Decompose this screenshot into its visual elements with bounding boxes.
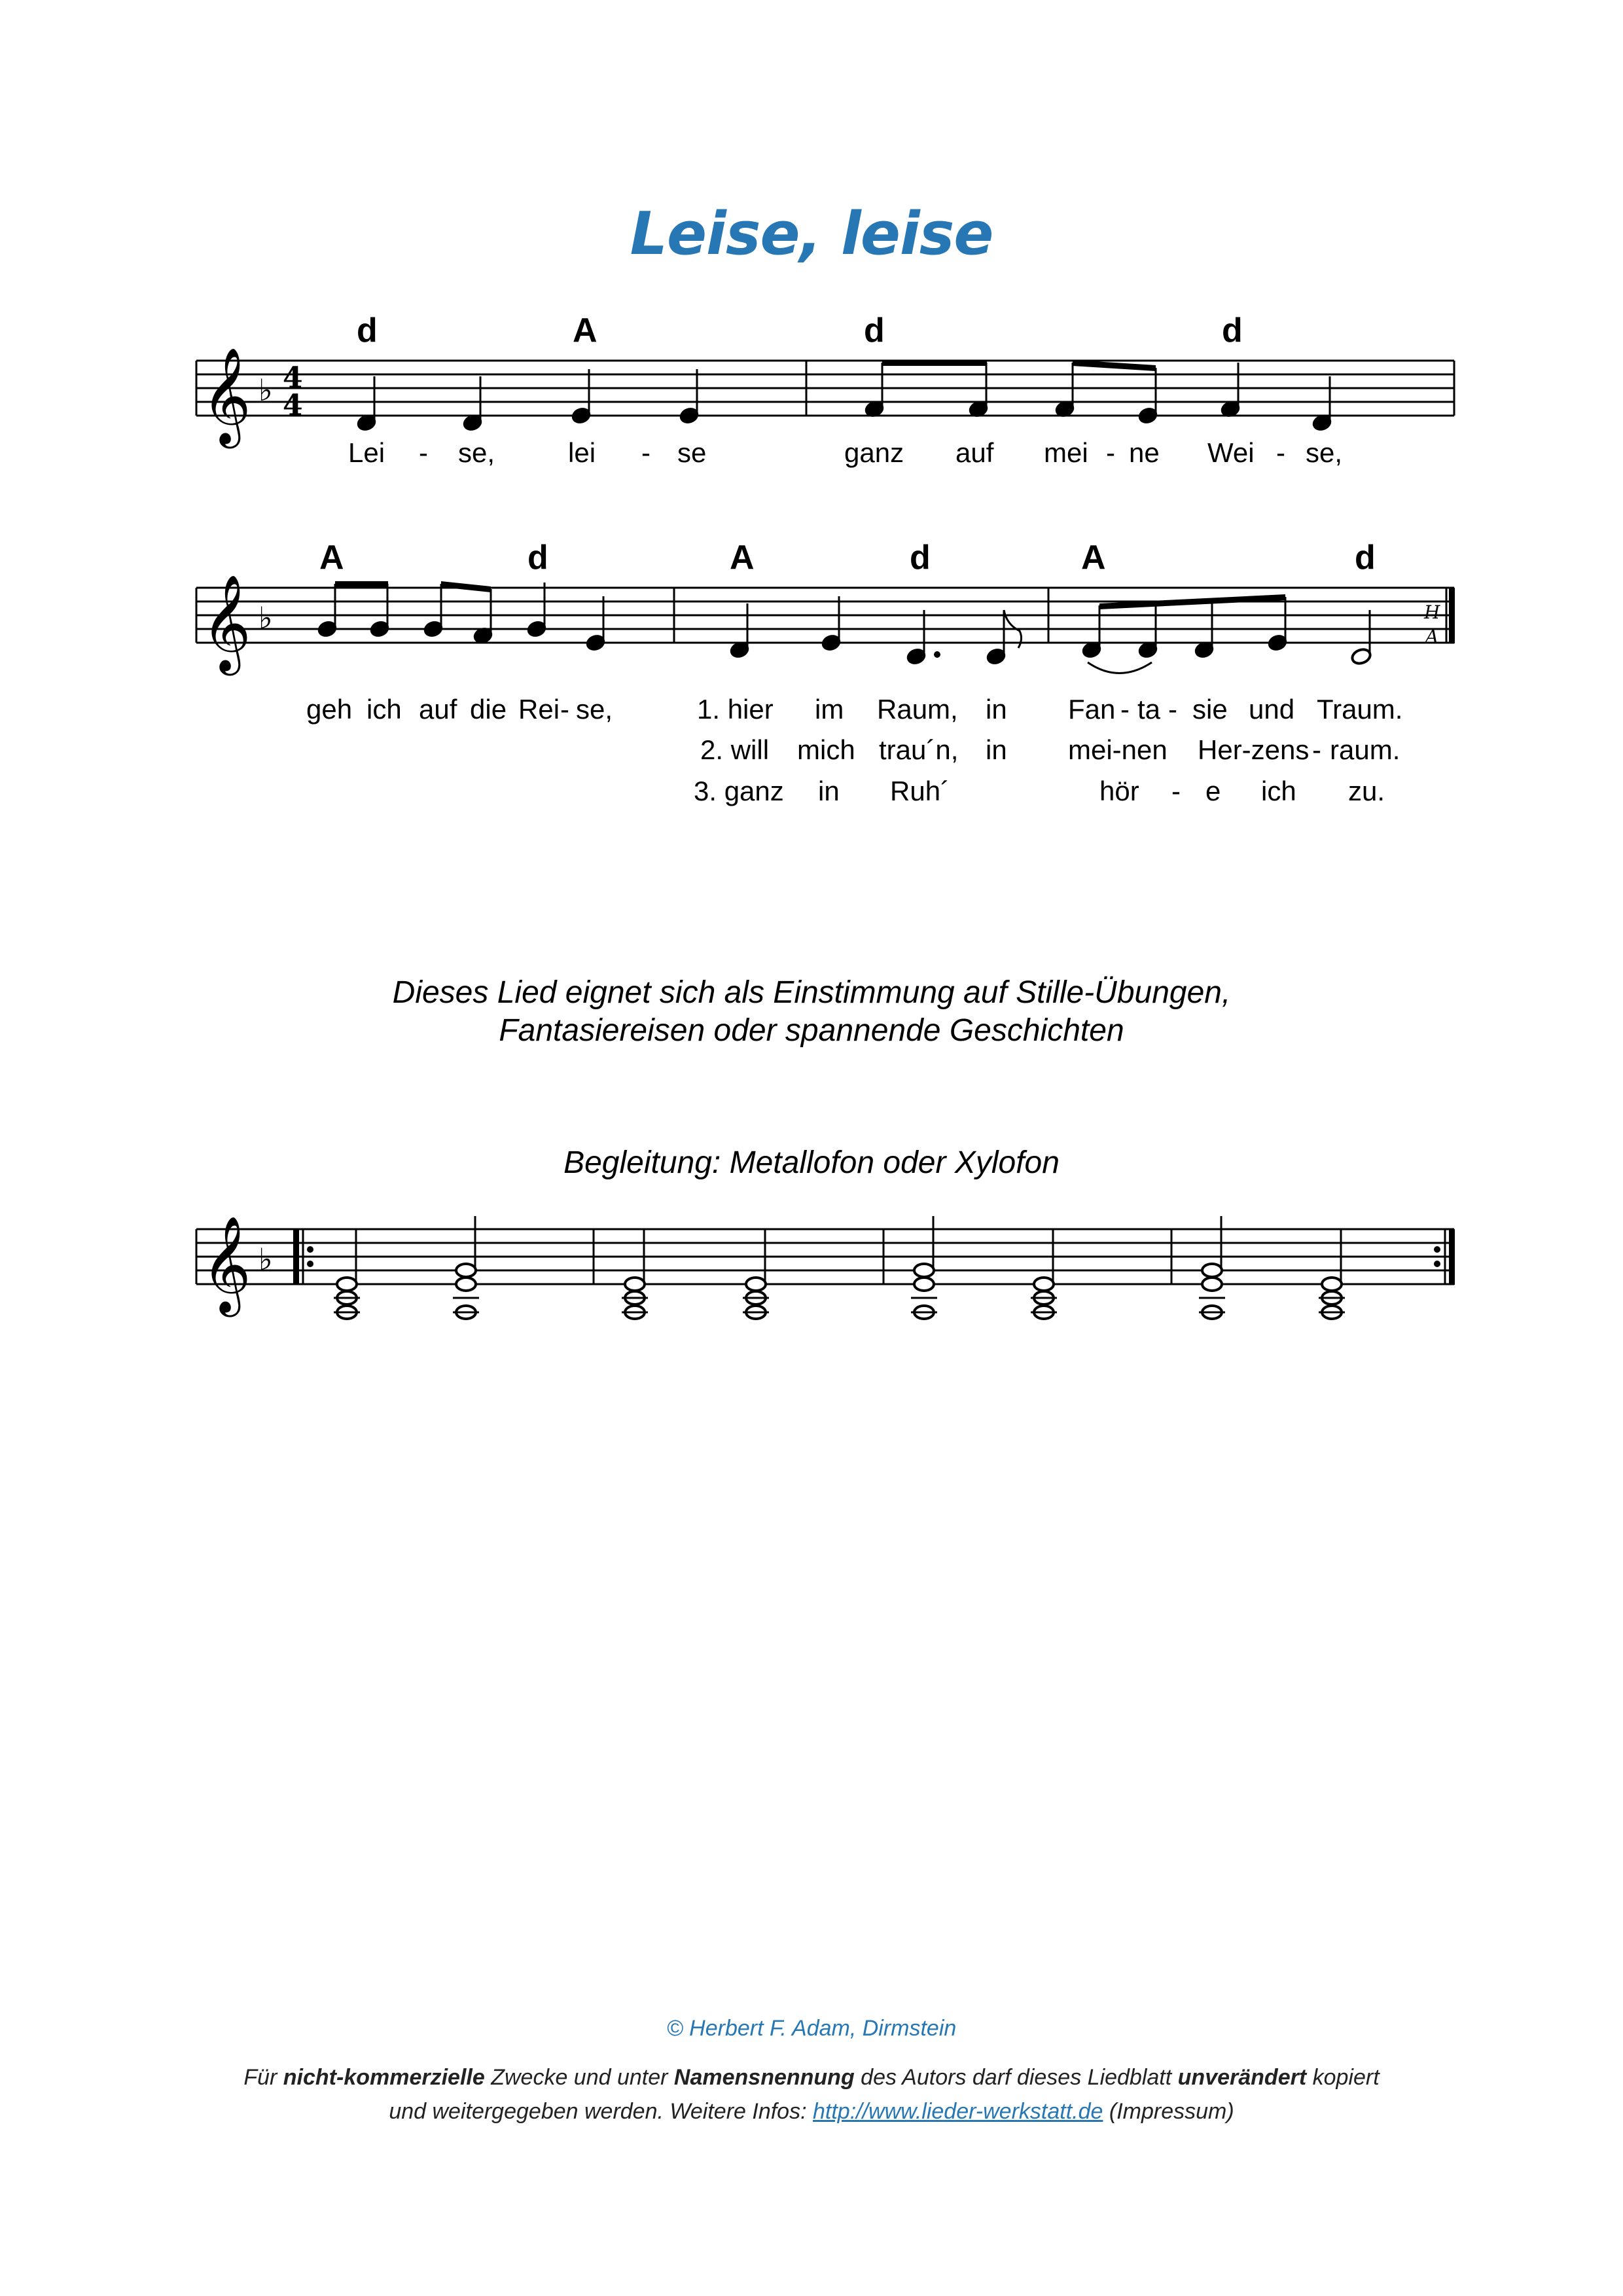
lyric: Her-zens (1198, 734, 1310, 765)
lyric: Raum, (877, 694, 958, 725)
chord-stack (1199, 1216, 1225, 1319)
lyric: mei-nen (1068, 734, 1168, 765)
lyric: zu. (1348, 776, 1385, 806)
lyric: in (986, 734, 1007, 765)
website-link[interactable]: http://www.lieder-werkstatt.de (812, 2099, 1103, 2124)
chord-stack (453, 1216, 479, 1319)
repeat-marker-h: H (1424, 601, 1440, 623)
chord-symbol: d (1222, 312, 1243, 350)
lyric: - (419, 437, 428, 468)
lyric: e (1205, 776, 1221, 806)
lyric: in (986, 694, 1007, 725)
lyric: und (1249, 694, 1295, 725)
lyric: - (1171, 776, 1181, 806)
lyric: ganz (844, 437, 904, 468)
chord-symbol: d (864, 312, 885, 350)
lyric: mei (1044, 437, 1088, 468)
flat-icon: ♭ (259, 1242, 273, 1277)
repeat-marker-a: A (1425, 626, 1439, 647)
chord-symbol: d (910, 539, 931, 577)
chord-symbol: A (573, 312, 597, 350)
treble-clef-icon: 𝄞 (202, 1215, 251, 1313)
chord-symbol: A (730, 539, 755, 577)
lyric: sie (1192, 694, 1228, 725)
lyric: in (818, 776, 840, 806)
lyric: raum. (1330, 734, 1400, 765)
description-line: Fantasiereisen oder spannende Geschichten (499, 1013, 1124, 1048)
lyric: - (1120, 694, 1130, 725)
lyric: trau´n, (879, 734, 959, 765)
page-title: Leise, leise (630, 200, 993, 268)
chord-symbol: A (319, 539, 344, 577)
description-text (0, 974, 1623, 1050)
lyric: auf (955, 437, 994, 468)
flat-icon: ♭ (259, 372, 273, 408)
lyric: - (641, 437, 651, 468)
lyric: se, (576, 694, 613, 725)
lyric: auf (419, 694, 457, 725)
lyric: ta (1137, 694, 1161, 725)
lyric: Rei (518, 694, 560, 725)
lyric: Fan (1068, 694, 1116, 725)
lyric: die (470, 694, 507, 725)
license-part: des Autors darf dieses Liedblatt (854, 2065, 1178, 2090)
treble-clef-icon: 𝄞 (202, 347, 251, 444)
lyric: - (1276, 437, 1285, 468)
chord-symbol: d (357, 312, 378, 350)
flat-icon: ♭ (259, 600, 273, 636)
chord-symbol: d (527, 539, 548, 577)
description-line: Dieses Lied eignet sich als Einstimmung auf Stille-Übungen, (392, 975, 1231, 1010)
lyric: se, (1306, 437, 1343, 468)
license-emphasis: Namensnennung (673, 2065, 855, 2090)
chord-symbol: A (1081, 539, 1106, 577)
lyric: Lei (348, 437, 385, 468)
license-part: kopiert (1306, 2065, 1380, 2090)
lyric: im (815, 694, 844, 725)
lyric: ich (1261, 776, 1296, 806)
treble-clef-icon: 𝄞 (202, 574, 251, 672)
lyric: se, (458, 437, 495, 468)
copyright-notice: © Herbert F. Adam, Dirmstein (666, 2016, 957, 2041)
license-text (0, 2060, 1623, 2128)
time-signature-bottom: 4 (283, 389, 303, 422)
lyric: - (1312, 734, 1321, 765)
lyric: 1. hier (697, 694, 774, 725)
lyric: - (1168, 694, 1177, 725)
lyric: 2. will (700, 734, 770, 765)
license-part: Für (243, 2065, 283, 2090)
lyric: Ruh´ (890, 776, 950, 806)
lyric: Traum. (1317, 694, 1403, 725)
chord-stack (911, 1216, 937, 1319)
license-emphasis: unverändert (1177, 2065, 1307, 2090)
lyric: - (1106, 437, 1115, 468)
lyric: ne (1129, 437, 1160, 468)
lyric: lei (568, 437, 596, 468)
chord-symbol: d (1355, 539, 1376, 577)
lyric: - (560, 694, 569, 725)
lyric: 3. ganz (694, 776, 784, 806)
lyric: se (677, 437, 707, 468)
license-part: (Impressum) (1103, 2099, 1234, 2124)
lyric: mich (797, 734, 855, 765)
lyric: Wei (1207, 437, 1255, 468)
license-emphasis: nicht-kommerzielle (283, 2065, 485, 2090)
lyric: geh (306, 694, 353, 725)
license-part: und weitergegeben werden. Weitere Infos: (389, 2099, 813, 2124)
time-signature-top: 4 (283, 361, 303, 395)
lyric: hör (1099, 776, 1139, 806)
accompaniment-label: Begleitung: Metallofon oder Xylofon (563, 1145, 1060, 1180)
lyric: ich (366, 694, 402, 725)
license-part: Zwecke und unter (484, 2065, 674, 2090)
